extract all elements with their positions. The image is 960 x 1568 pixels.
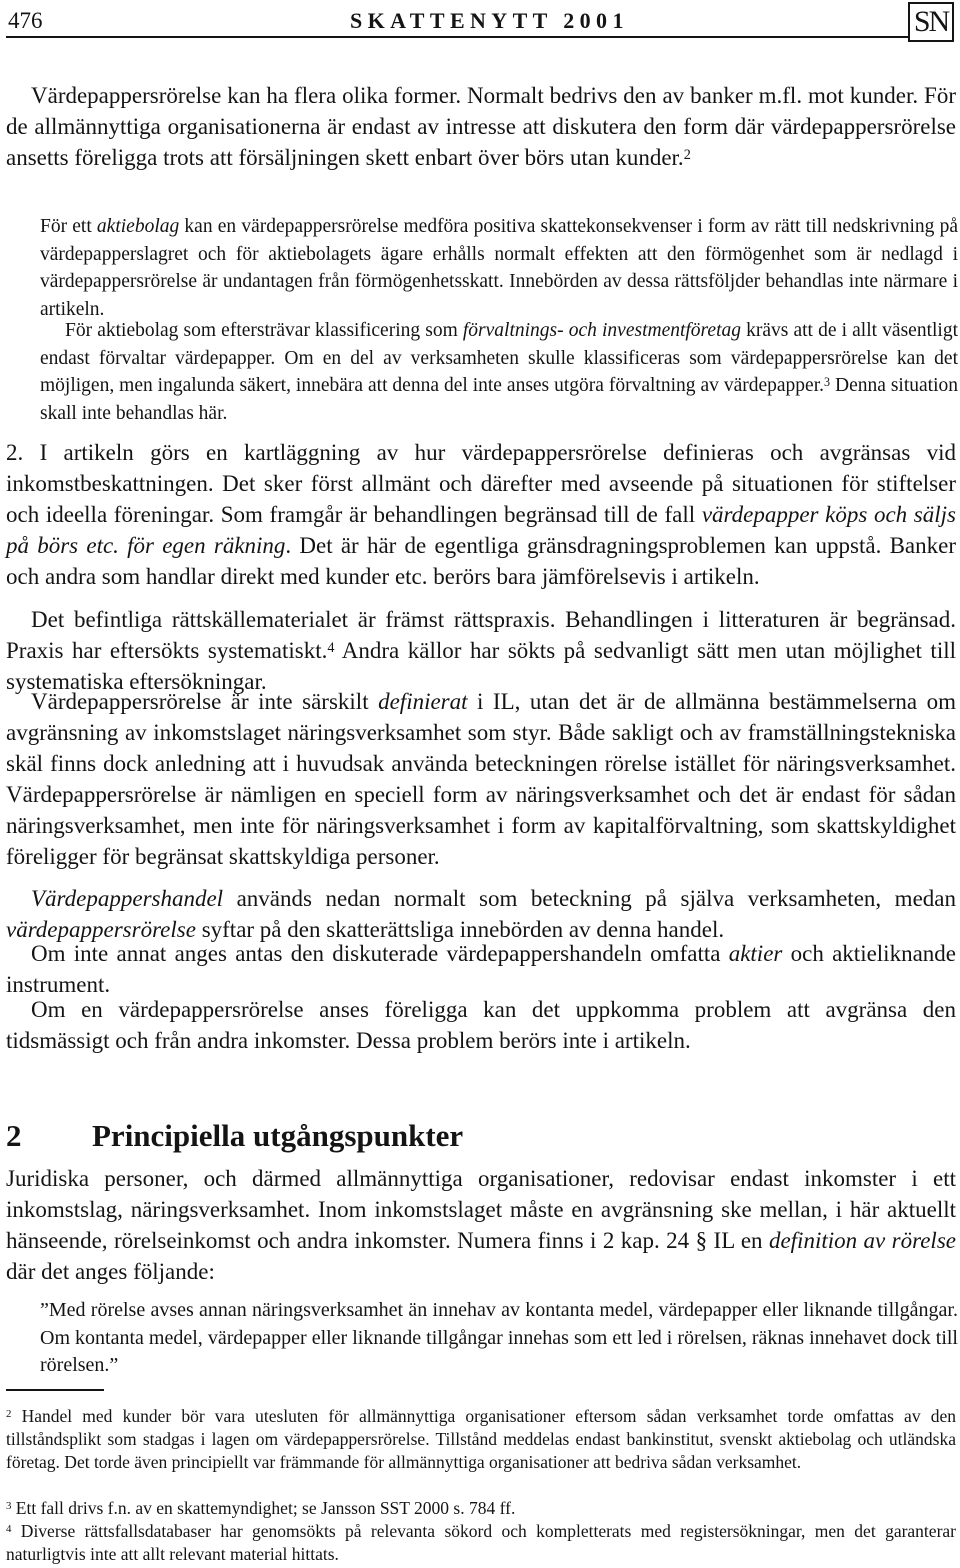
body-p4-emphasis-1: Värdepappershandel — [31, 886, 224, 911]
body-p4-text-b: syftar på den skatterättsliga innebörden av denna handel. — [195, 917, 725, 942]
running-header — [6, 0, 956, 40]
section-paragraph-1 — [6, 1163, 956, 1287]
section-title: Principiella utgångspunkter — [92, 1118, 464, 1153]
intro-text: Värdepappersrörelse kan ha flera olika former. Normalt bedrivs den av banker m.fl. mot kunder. För de allmännyttiga organisationerna är endast av intresse att diskutera den form där värdepappersrörelse ansetts föreligga trots att försäljningen skett enbart över börs utan kunder. — [6, 83, 956, 170]
footnote-ref-4[interactable]: 4 — [327, 639, 335, 656]
body-p1-text-b: . Det är här de egentliga gränsdragningsproblemen kan uppstå. Banker och andra som handlar direkt med kunder etc. berörs bara jämförelsevis i artikeln. — [6, 533, 956, 589]
footnote-4 — [6, 1520, 956, 1566]
footnote-ref-2[interactable]: 2 — [683, 146, 691, 163]
body-p2-text-a: Det befintliga rättskällematerialet är främst rättspraxis. Behandlingen i litteraturen är begränsad. Praxis har eftersökts systematiskt. — [6, 607, 956, 663]
journal-logo: SN — [908, 2, 954, 42]
page-number: 476 — [8, 8, 43, 33]
body-p5-text-a: Om inte annat anges antas den diskuterade värdepappershandeln omfatta — [31, 941, 729, 966]
body-paragraph-1 — [6, 437, 956, 592]
footnote-number: 3 — [6, 1500, 12, 1513]
section-p1-text-a: Juridiska personer, och därmed allmännyttiga organisationer, redovisar endast inkomster i ett inkomstslag, näringsverksamhet. Inom inkomstslaget måste en avgränsning ske mellan, i här aktuellt hänseende, rörelseinkomst och andra inkomster. Numera finns i 2 kap. 24 § IL en — [6, 1166, 956, 1253]
small-p1-text-a: För ett — [40, 216, 97, 237]
intro-paragraph — [6, 80, 956, 173]
body-p1-emphasis: värdepapper köps och säljs på börs etc. för egen räkning — [6, 502, 956, 558]
section-p1-emphasis: definition av rörelse — [768, 1228, 956, 1253]
small-p1-emphasis: aktiebolag — [96, 216, 180, 237]
body-paragraph-3 — [6, 686, 956, 872]
footnote-text: Diverse rättsfallsdatabaser har genomsökts på relevanta sökord och kompletterats med registersökningar, men det garanterar naturligtvis inte att allt relevant material hittats. — [6, 1521, 956, 1564]
small-paragraph-1 — [40, 213, 958, 323]
body-p4-emphasis-2: värdepappersrörelse — [6, 917, 196, 942]
body-p3-emphasis: definierat — [378, 689, 468, 714]
body-paragraph-4 — [6, 883, 956, 945]
body-p1-text-a: 2. I artikeln görs en kartläggning av hur värdepappersrörelse definieras och avgränsas vid inkomstbeskattningen. Det sker först allmänt och därefter med avseende på situationen för stiftelser och ideella föreningar. Som framgår är behandlingen begränsad till de fall — [6, 440, 956, 527]
small-p2-text-c: Denna situation skall inte behandlas här. — [40, 375, 958, 424]
body-paragraph-2 — [6, 604, 956, 697]
journal-title: SKATTENYTT 2001 — [350, 8, 629, 33]
small-paragraph-2 — [40, 317, 958, 427]
footnote-number: 2 — [6, 1408, 12, 1421]
body-p2-text-b: Andra källor har sökts på sedvanligt sätt men utan möjlighet till systematiska eftersökningar. — [6, 638, 956, 694]
small-p2-emphasis: förvaltnings- och investmentföretag — [462, 320, 741, 341]
section-p1-text-b: där det anges följande: — [6, 1259, 215, 1284]
small-p1-text-b: kan en värdepappersrörelse medföra positiva skattekonsekvenser i form av rätt till nedskrivning på värdepapperslagret och för aktiebolagets ägare erhålls normalt effekten att den förmögenhet som är nedlagd i värdepappersrörelse är undantagen från förmögenhetsskatt. Innebörden av dessa rättsföljder behandlas inte närmare i artikeln. — [40, 216, 958, 320]
footnote-text: Ett fall drivs f.n. av en skattemyndighet; se Jansson SST 2000 s. 784 ff. — [11, 1498, 516, 1518]
footnote-3 — [6, 1497, 956, 1520]
body-p5-text-b: och aktieliknande instrument. — [6, 941, 956, 997]
body-paragraph-6: Om en värdepappersrörelse anses föreligga kan det uppkomma problem att avgränsa den tidsmässigt och från andra inkomster. Dessa problem berörs inte i artikeln. — [6, 997, 956, 1053]
footnote-rule — [6, 1389, 104, 1391]
footnote-number: 4 — [6, 1523, 12, 1536]
footnote-2 — [6, 1405, 956, 1474]
body-p5-emphasis: aktier — [728, 941, 783, 966]
small-p2-text-b: krävs att de i allt väsentligt endast förvaltar värdepapper. Om en del av verksamheten skulle klassificeras som värdepappersrörelse kan det möjligen, men ingalunda säkert, innebära att denna del inte anses utgöra förvaltning av värdepapper. — [40, 320, 958, 396]
law-quote: ”Med rörelse avses annan näringsverksamhet än innehav av kontanta medel, värdepapper eller liknande tillgångar. Om kontanta medel, värdepapper eller liknande tillgångar innehas som ett led i rörelsen, räknas innehavet dock till rörelsen.” — [40, 1299, 958, 1376]
header-rule — [6, 36, 910, 38]
small-p2-text-a: För aktiebolag som eftersträvar klassificering som — [65, 320, 463, 341]
body-paragraph-5 — [6, 938, 956, 1000]
body-p3-text-a: Värdepappersrörelse är inte särskilt — [31, 689, 379, 714]
footnote-text: Handel med kunder bör vara utesluten för allmännyttiga organisationer eftersom sådan verksamhet torde omfattas av den tillståndsplikt som stadgas i lagen om värdepappersrörelse. Tillstånd meddelas endast bankinstitut, svenskt aktiebolag och utländska företag. Det torde även principiellt var främmande för allmännyttiga organisationer att bedriva sådan verksamhet. — [6, 1406, 956, 1472]
section-number: 2 — [6, 1118, 22, 1153]
footnote-ref-3[interactable]: 3 — [823, 374, 831, 389]
body-p4-text-a: används nedan normalt som beteckning på själva verksamheten, medan — [223, 886, 956, 911]
body-p3-text-b: i IL, utan det är de allmänna bestämmelserna om avgränsning av inkomstslaget näringsverksamhet som styr. Både sakligt och av framställningstekniska skäl finns dock anledning att i huvudsak använda beteckningen rörelse istället för näringsverksamhet. Värdepappersrörelse är nämligen en speciell form av näringsverksamhet och det är endast för sådan näringsverksamhet, men inte för näringsverksamhet i form av kapitalförvaltning, som skattskyldighet föreligger för begränsat skattskyldiga personer. — [6, 689, 956, 869]
